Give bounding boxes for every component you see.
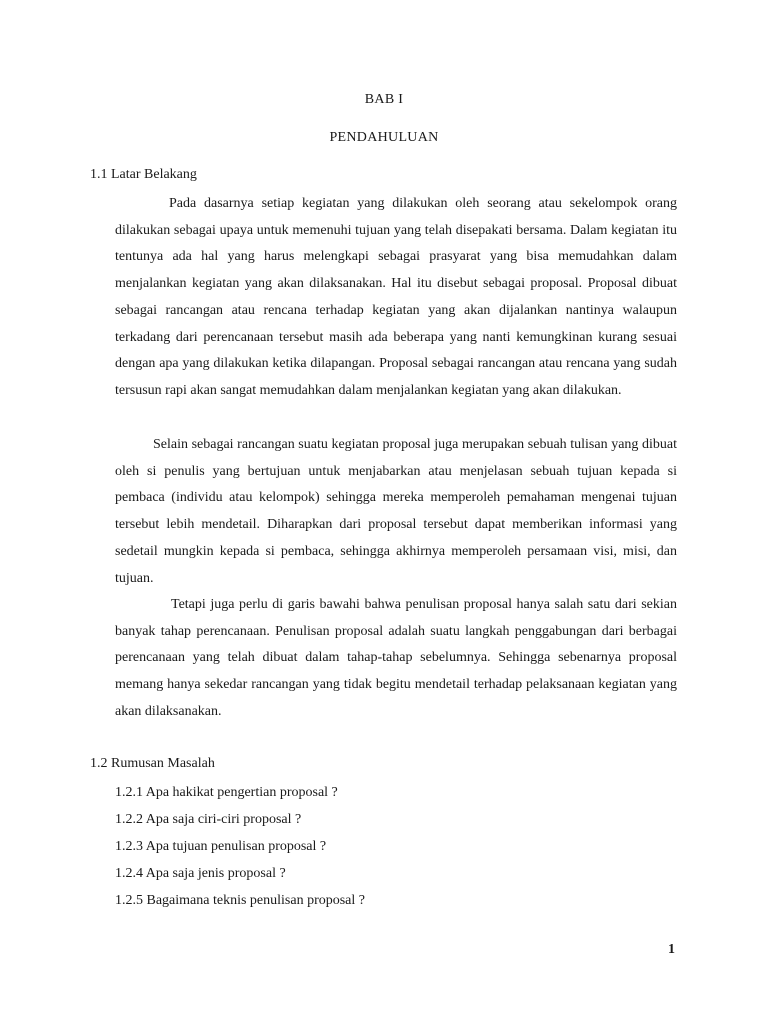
section-heading-latar-belakang: 1.1 Latar Belakang — [90, 167, 197, 182]
list-item: 1.2.2 Apa saja ciri-ciri proposal ? — [115, 812, 302, 827]
paragraph-3: Tetapi juga perlu di garis bawahi bahwa penulisan proposal hanya salah satu dari sekian banyak tahap perencanaan. Penulisan proposal adalah suatu langkah penggabungan dari berbagai perencanaan yang telah dibuat dalam tahap-tahap sebelumnya. Sehingga sebenarnya proposal memang hanya sekedar rancangan yang tidak begitu mendetail terhadap pelaksanaan kegiatan yang akan dilaksanakan. — [115, 597, 677, 719]
list-item: 1.2.5 Bagaimana teknis penulisan proposal ? — [115, 893, 365, 908]
paragraph-2: Selain sebagai rancangan suatu kegiatan proposal juga merupakan sebuah tulisan yang dibuat oleh si penulis yang bertujuan untuk menjabarkan atau menjelasan sebuah tujuan kepada si pembaca (individu atau kelompok) sehingga mereka memperoleh pemahaman mengenai tujuan tersebut lebih mendetail. Diharapkan dari proposal tersebut dapat memberikan informasi yang sedetail mungkin kepada si pembaca, sehingga akhirnya memperoleh persamaan visi, misi, dan tujuan. — [115, 437, 677, 586]
chapter-title: PENDAHULUAN — [329, 130, 439, 145]
rumusan-masalah-list — [115, 779, 365, 914]
list-item: 1.2.4 Apa saja jenis proposal ? — [115, 866, 286, 881]
page-number: 1 — [668, 942, 675, 957]
chapter-number: BAB I — [364, 92, 404, 107]
section-heading-rumusan-masalah: 1.2 Rumusan Masalah — [90, 756, 215, 771]
paragraph-1: Pada dasarnya setiap kegiatan yang dilakukan oleh seorang atau sekelompok orang dilakukan sebagai upaya untuk memenuhi tujuan yang telah disepakati bersama. Dalam kegiatan itu tentunya ada hal yang harus melengkapi sebagai prasyarat yang bisa memudahkan dalam menjalankan kegiatan yang akan dilaksanakan. Hal itu disebut sebagai proposal. Proposal dibuat sebagai rancangan atau rencana terhadap kegiatan yang akan dijalankan nantinya walaupun terkadang dari perencanaan tersebut masih ada beberapa yang nanti kemungkinan kurang sesuai dengan apa yang dilakukan ketika dilapangan. Proposal sebagai rancangan atau rencana yang sudah tersusun rapi akan sangat memudahkan dalam menjalankan kegiatan yang akan dilakukan. — [115, 196, 677, 398]
list-item: 1.2.1 Apa hakikat pengertian proposal ? — [115, 785, 338, 800]
list-item: 1.2.3 Apa tujuan penulisan proposal ? — [115, 839, 327, 854]
